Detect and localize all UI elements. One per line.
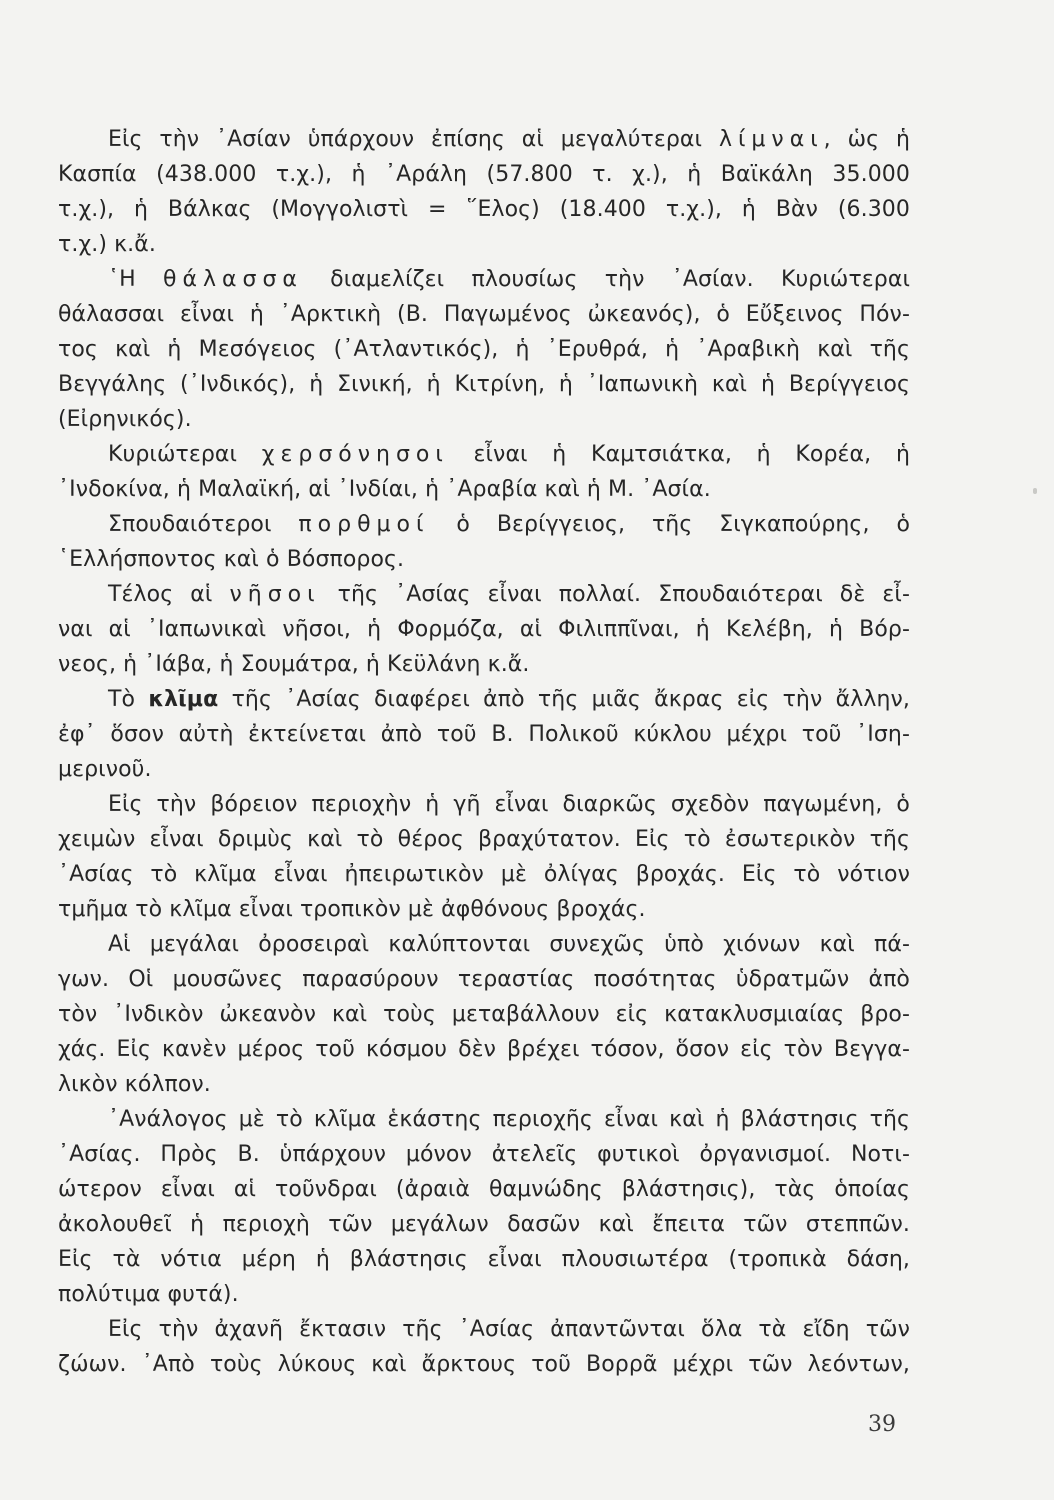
emphasized-term: λίμναι (718, 127, 824, 152)
text-run: μερινοῦ. (58, 757, 152, 782)
text-run: χειμὼν εἶναι δριμὺς καὶ τὸ θέρος βραχύτατον. Εἰς τὸ ἐσωτερικὸν τῆς (58, 827, 910, 852)
text-run: εἶναι ἡ Καμτσιάτκα, ἡ Κορέα, ἡ (448, 442, 910, 467)
text-line (58, 682, 910, 717)
text-line (58, 1312, 910, 1347)
emphasized-term: θάλασσα (163, 267, 303, 292)
page-number: 39 (868, 1412, 896, 1437)
text-line (58, 962, 910, 997)
text-line (58, 1067, 910, 1102)
paper-speck (1033, 488, 1037, 494)
text-run: ᾿Ασίας. Πρὸς Β. ὑπάρχουν μόνον ἀτελεῖς φυτικοὶ ὀργανισμοί. Νοτι- (58, 1142, 910, 1167)
text-run: ναι αἱ ᾿Ιαπωνικαὶ νῆσοι, ἡ Φορμόζα, αἱ Φιλιππῖναι, ἡ Κελέβη, ἡ Βόρ- (58, 617, 910, 642)
text-line (58, 1277, 910, 1312)
text-run: τ.χ.), ἡ Βάλκας (Μογγολιστὶ = ῞Ελος) (18.400 τ.χ.), ἡ Βὰν (6.300 (58, 197, 910, 222)
text-line (58, 752, 910, 787)
text-line (58, 577, 910, 612)
emphasized-term: πορθμοί (298, 512, 430, 537)
text-run: Τέλος αἱ (108, 582, 230, 607)
text-run: , ὡς ἡ (823, 127, 910, 152)
text-run: ώτερον εἶναι αἱ τοῦνδραι (ἀραιὰ θαμνώδης βλάστησις), τὰς ὁποίας (58, 1177, 910, 1202)
text-line (58, 122, 910, 157)
text-line (58, 927, 910, 962)
text-run: Κυριώτεραι (108, 442, 262, 467)
text-run: Τὸ (108, 687, 149, 712)
text-run: ᾿Ινδοκίνα, ἡ Μαλαϊκή, αἱ ᾿Ινδίαι, ἡ ᾿Αραβία καὶ ἡ Μ. ᾿Ασία. (58, 477, 711, 502)
text-run: τῆς ᾿Ασίας εἶναι πολλαί. Σπουδαιότεραι δὲ εἶ- (320, 582, 910, 607)
text-line (58, 822, 910, 857)
text-line (58, 1207, 910, 1242)
text-run: Αἱ μεγάλαι ὀροσειραὶ καλύπτονται συνεχῶς ὑπὸ χιόνων καὶ πά- (108, 932, 910, 957)
text-run: χάς. Εἰς κανὲν μέρος τοῦ κόσμου δὲν βρέχει τόσον, ὅσον εἰς τὸν Βεγγα- (58, 1037, 910, 1062)
text-run: λικὸν κόλπον. (58, 1072, 211, 1097)
text-run: διαμελίζει πλουσίως τὴν ᾿Ασίαν. Κυριώτεραι (302, 267, 910, 292)
text-line (58, 857, 910, 892)
emphasized-term: νῆσοι (229, 582, 321, 607)
text-line (58, 367, 910, 402)
text-run: ᾿Ασίας τὸ κλῖμα εἶναι ἠπειρωτικὸν μὲ ὀλίγας βροχάς. Εἰς τὸ νότιον (58, 862, 910, 887)
text-run: ῾Ελλήσποντος καὶ ὁ Βόσπορος. (58, 547, 405, 572)
text-run: τος καὶ ἡ Μεσόγειος (᾿Ατλαντικός), ἡ ᾿Ερυθρά, ἡ ᾿Αραβικὴ καὶ τῆς (58, 337, 910, 362)
text-line (58, 297, 910, 332)
text-run: (Εἰρηνικός). (58, 407, 192, 432)
text-line (58, 1172, 910, 1207)
text-line (58, 332, 910, 367)
body-text (58, 122, 910, 1382)
text-run: ῾Η (108, 267, 164, 292)
text-run: γων. Οἱ μουσῶνες παρασύρουν τεραστίας ποσότητας ὑδρατμῶν ἀπὸ (58, 967, 910, 992)
text-line (58, 542, 910, 577)
text-run: ἀκολουθεῖ ἡ περιοχὴ τῶν μεγάλων δασῶν καὶ ἔπειτα τῶν στεππῶν. (58, 1212, 910, 1237)
text-line (58, 192, 910, 227)
text-run: νεος, ἡ ᾿Ιάβα, ἡ Σουμάτρα, ἡ Κεϋλάνη κ.ἄ. (58, 652, 530, 677)
text-line (58, 402, 910, 437)
text-line (58, 1137, 910, 1172)
text-run: Εἰς τὴν ᾿Ασίαν ὑπάρχουν ἐπίσης αἱ μεγαλύτεραι (108, 127, 719, 152)
text-line (58, 227, 910, 262)
text-run: τμῆμα τὸ κλῖμα εἶναι τροπικὸν μὲ ἀφθόνους βροχάς. (58, 897, 646, 922)
text-run: ζώων. ᾿Απὸ τοὺς λύκους καὶ ἄρκτους τοῦ Βορρᾶ μέχρι τῶν λεόντων, (58, 1352, 910, 1377)
emphasized-term: χερσόνησοι (261, 442, 449, 467)
text-line (58, 612, 910, 647)
text-line (58, 1032, 910, 1067)
text-run: ὁ Βερίγγειος, τῆς Σιγκαπούρης, ὁ (429, 512, 910, 537)
text-line (58, 647, 910, 682)
text-run: ᾿Ανάλογος μὲ τὸ κλῖμα ἑκάστης περιοχῆς εἶναι καὶ ἡ βλάστησις τῆς (108, 1107, 910, 1132)
text-run: τ.χ.) κ.ἄ. (58, 232, 156, 257)
text-line (58, 892, 910, 927)
text-run: Σπουδαιότεροι (108, 512, 299, 537)
text-line (58, 157, 910, 192)
text-line (58, 262, 910, 297)
text-run: πολύτιμα φυτά). (58, 1282, 239, 1307)
text-line (58, 717, 910, 752)
text-line (58, 1347, 910, 1382)
text-run: Κασπία (438.000 τ.χ.), ἡ ᾿Αράλη (57.800 τ. χ.), ἡ Βαϊκάλη 35.000 (58, 162, 910, 187)
text-run: τῆς ᾿Ασίας διαφέρει ἀπὸ τῆς μιᾶς ἄκρας εἰς τὴν ἄλλην, (218, 687, 910, 712)
text-run: Εἰς τὴν ἀχανῆ ἔκτασιν τῆς ᾿Ασίας ἀπαντῶνται ὅλα τὰ εἴδη τῶν (108, 1317, 910, 1342)
text-run: Εἰς τὰ νότια μέρη ἡ βλάστησις εἶναι πλουσιωτέρα (τροπικὰ δάση, (58, 1247, 910, 1272)
text-line (58, 787, 910, 822)
text-run: θάλασσαι εἶναι ἡ ᾿Αρκτικὴ (Β. Παγωμένος ὠκεανός), ὁ Εὔξεινος Πόν- (58, 302, 910, 327)
text-run: Εἰς τὴν βόρειον περιοχὴν ἡ γῆ εἶναι διαρκῶς σχεδὸν παγωμένη, ὁ (108, 792, 910, 817)
text-line (58, 472, 910, 507)
text-line (58, 997, 910, 1032)
text-run: τὸν ᾿Ινδικὸν ὠκεανὸν καὶ τοὺς μεταβάλλουν εἰς κατακλυσμιαίας βρο- (58, 1002, 910, 1027)
text-line (58, 437, 910, 472)
text-line (58, 507, 910, 542)
text-line (58, 1242, 910, 1277)
bold-term: κλῖμα (148, 687, 219, 712)
text-run: ἐφ᾿ ὅσον αὐτὴ ἐκτείνεται ἀπὸ τοῦ Β. Πολικοῦ κύκλου μέχρι τοῦ ᾿Ιση- (58, 722, 910, 747)
text-line (58, 1102, 910, 1137)
text-run: Βεγγάλης (᾿Ινδικός), ἡ Σινική, ἡ Κιτρίνη, ἡ ᾿Ιαπωνικὴ καὶ ἡ Βερίγγειος (58, 372, 910, 397)
